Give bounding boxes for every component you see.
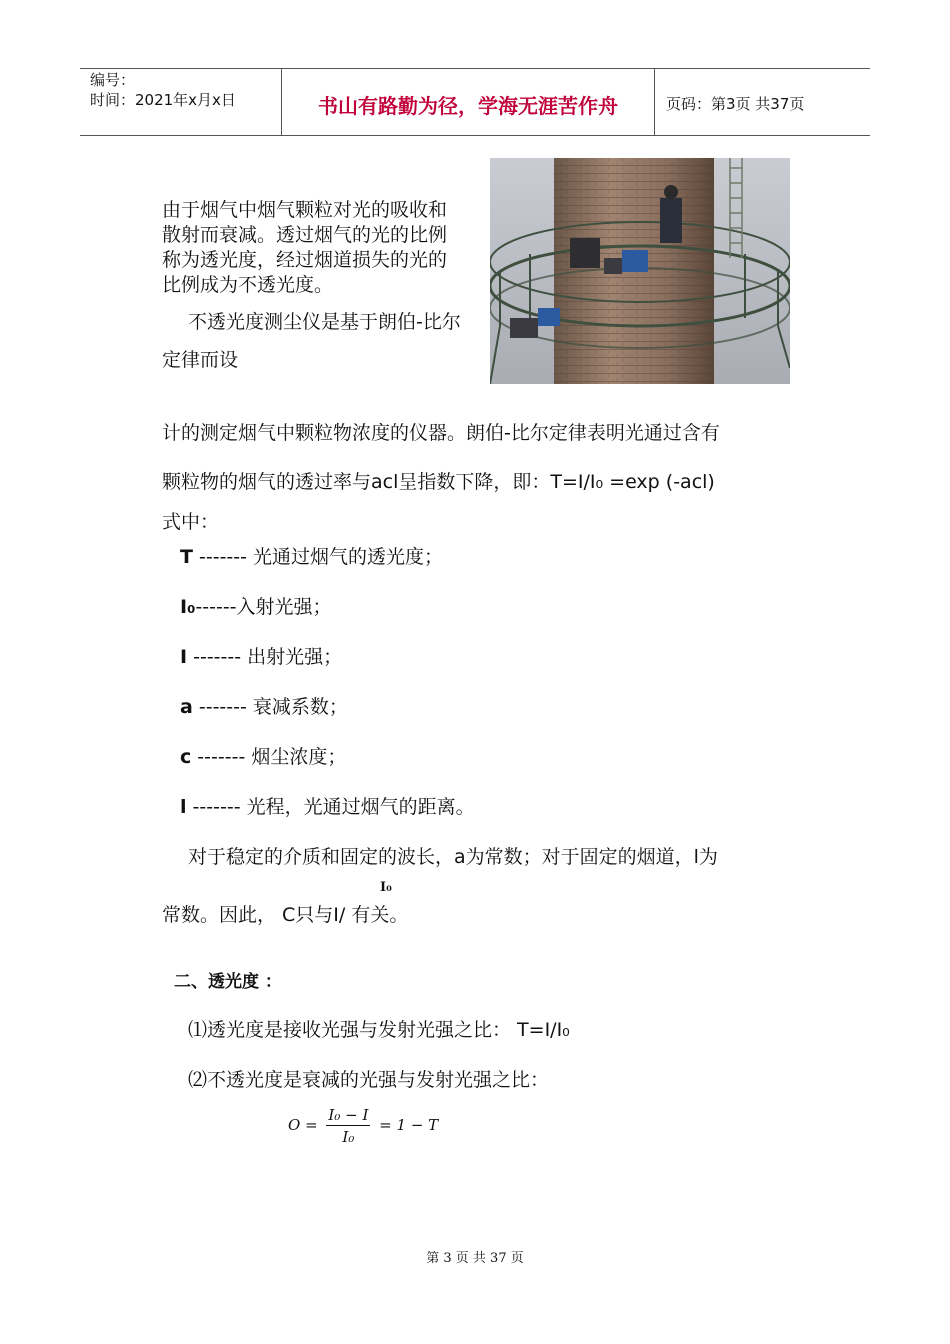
paragraph2-line-2: 颗粒物的烟气的透过率与acl呈指数下降，即：T=I/I₀ =exp (-acl): [162, 471, 715, 493]
header-motto: 书山有路勤为径，学海无涯苦作舟: [318, 94, 618, 118]
definition-symbol: T: [180, 546, 193, 568]
intro-line-5: 不透光度测尘仪是基于朗伯-比尔: [188, 311, 461, 333]
definition-symbol: I: [180, 646, 188, 668]
paragraph2-line-1: 计的测定烟气中颗粒物浓度的仪器。朗伯-比尔定律表明光通过含有: [162, 422, 720, 444]
paragraph3-line-1: 对于稳定的介质和固定的波长，a为常数；对于固定的烟道，l为: [188, 846, 718, 868]
formula-denominator: I₀: [342, 1128, 355, 1146]
formula-fraction: [326, 1106, 370, 1146]
definition-symbol: l: [180, 796, 187, 818]
definition-a: [180, 695, 348, 720]
formula-rhs: = 1 − T: [379, 1116, 439, 1134]
intro-line-6: 定律而设: [162, 349, 239, 371]
definition-l: [180, 795, 475, 820]
intro-line-1: 由于烟气中烟气颗粒对光的吸收和: [162, 199, 448, 221]
definition-symbol: a: [180, 696, 193, 718]
header-page-label: 页码：第3页 共37页: [666, 95, 805, 113]
definition-text: ------- 光通过烟气的透光度；: [192, 546, 444, 568]
chimney-photo: [490, 158, 790, 384]
definition-t: [180, 545, 443, 570]
definition-c: [180, 745, 346, 770]
formula-numerator: I₀ − I: [328, 1106, 369, 1124]
header-top-border: [80, 68, 870, 69]
intro-line-4: 比例成为不透光度。: [162, 274, 334, 296]
definition-text: ------入射光强；: [195, 596, 332, 618]
formula-lhs: O =: [288, 1116, 318, 1134]
section2-item-1: ⑴透光度是接收光强与发射光强之比： T=I/I₀: [188, 1019, 570, 1041]
definition-i0: [180, 595, 332, 620]
serial-label: 编号：: [90, 71, 136, 89]
definition-symbol: c: [180, 746, 192, 768]
opacity-formula: [288, 1106, 438, 1146]
paragraph3-superscript: I₀: [380, 880, 392, 895]
intro-line-3: 称为透光度，经过烟道损失的光的: [162, 249, 448, 271]
definition-text: ------- 烟尘浓度；: [191, 746, 347, 768]
intro-line-2: 散射而衰减。透过烟气的光的比例: [162, 224, 448, 246]
page-footer: 第 3 页 共 37 页: [426, 1251, 524, 1266]
definition-symbol: I₀: [180, 596, 196, 618]
header-divider-2: [654, 68, 655, 136]
definition-text: ------- 出射光强；: [187, 646, 343, 668]
paragraph2-line-3: 式中：: [162, 511, 220, 533]
header-bottom-border: [80, 135, 870, 136]
definition-text: ------- 光程，光通过烟气的距离。: [186, 796, 475, 818]
definition-i: [180, 645, 342, 670]
section2-item-2: ⑵不透光度是衰减的光强与发射光强之比：: [188, 1069, 550, 1091]
paragraph3-line-2: 常数。因此， C只与I/ 有关。: [162, 904, 409, 926]
date-label: 时间：2021年x月x日: [90, 91, 236, 109]
definition-text: ------- 衰减系数；: [192, 696, 348, 718]
section2-title: 二、透光度 ：: [174, 972, 282, 992]
